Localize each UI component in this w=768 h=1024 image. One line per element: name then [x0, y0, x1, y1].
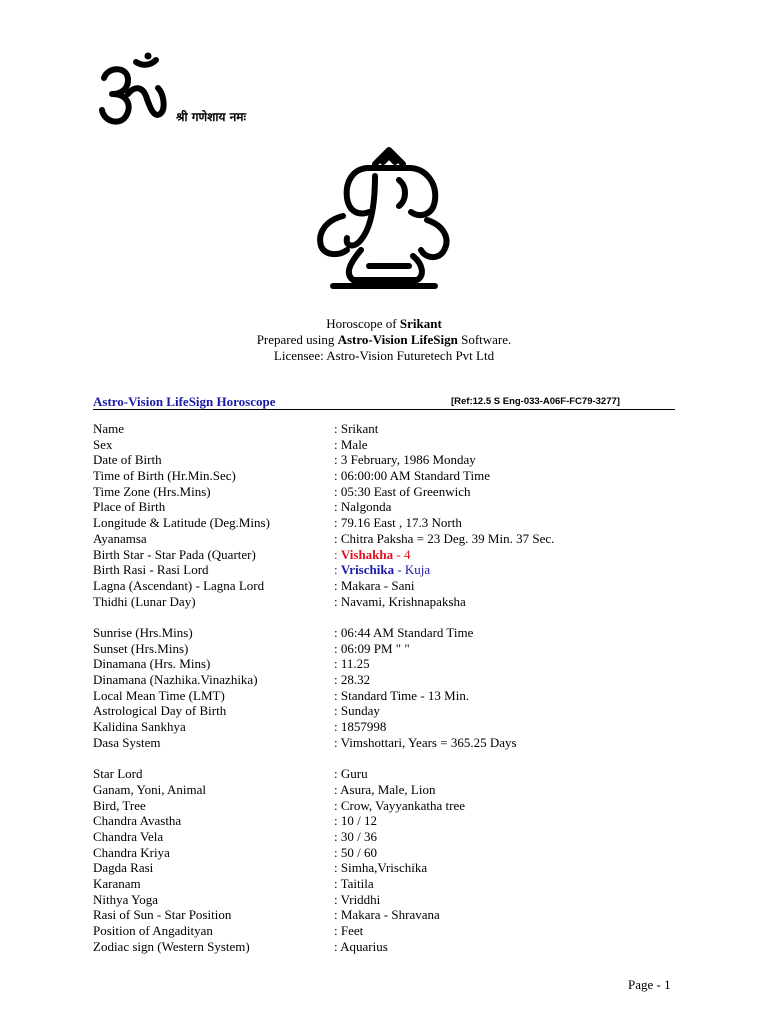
detail-label: Dasa System	[93, 734, 161, 750]
detail-row	[93, 892, 675, 908]
licensee-line: Licensee: Astro-Vision Futuretech Pvt Ltd	[273, 348, 495, 363]
value-suffix: - Kuja	[394, 562, 431, 578]
horoscope-details	[93, 421, 675, 954]
detail-value: : 50 / 60	[334, 844, 377, 860]
detail-label: Longitude & Latitude (Deg.Mins)	[93, 515, 270, 531]
detail-row	[93, 845, 675, 861]
detail-value: : 79.16 East , 17.3 North	[334, 515, 462, 531]
detail-value	[334, 547, 411, 563]
detail-label: Time of Birth (Hr.Min.Sec)	[93, 468, 236, 484]
detail-label: Dinamana (Nazhika.Vinazhika)	[93, 672, 258, 687]
credits-block	[0, 316, 768, 364]
detail-value: : 10 / 12	[334, 813, 377, 829]
ganesha-icon	[313, 146, 455, 297]
detail-row	[93, 735, 675, 751]
value-highlight: Vrischika	[340, 562, 395, 578]
horoscope-of-line: Horoscope of Srikant	[326, 316, 442, 331]
detail-value: : 06:44 AM Standard Time	[334, 624, 474, 640]
detail-row	[93, 939, 675, 955]
detail-row	[93, 452, 675, 468]
detail-row	[93, 782, 675, 798]
detail-value: : Crow, Vayyankatha tree	[334, 797, 466, 813]
detail-row	[93, 562, 675, 578]
detail-label: Karanam	[93, 875, 141, 891]
detail-value: : Guru	[334, 766, 368, 782]
header-divider	[93, 409, 675, 410]
invocation-text: श्री गणेशाय नमः	[176, 110, 246, 124]
detail-row	[93, 437, 675, 453]
detail-row	[93, 531, 675, 547]
detail-label: Name	[93, 421, 125, 436]
detail-value: : Vimshottari, Years = 365.25 Days	[334, 734, 517, 750]
detail-row	[93, 907, 675, 923]
product-name: Astro-Vision LifeSign	[337, 332, 458, 347]
detail-value: : Aquarius	[334, 938, 388, 954]
detail-label: Birth Star - Star Pada (Quarter)	[93, 546, 256, 562]
detail-row	[93, 860, 675, 876]
detail-value: : Sunday	[334, 703, 380, 719]
detail-value: : 11.25	[334, 656, 370, 672]
detail-label: Place of Birth	[93, 499, 166, 515]
detail-label: Chandra Kriya	[93, 844, 170, 860]
detail-row	[93, 766, 675, 782]
detail-label: Date of Birth	[93, 452, 162, 468]
detail-row	[93, 499, 675, 515]
detail-row	[93, 625, 675, 641]
section-gap	[93, 750, 675, 766]
value-prefix: :	[334, 546, 341, 562]
person-name: Srikant	[399, 316, 442, 331]
detail-label: Sunrise (Hrs.Mins)	[93, 624, 193, 640]
detail-value: : Navami, Krishnapaksha	[334, 593, 466, 609]
detail-value	[334, 562, 430, 578]
section-gap	[93, 609, 675, 625]
value-highlight: Vishakha	[340, 546, 394, 562]
detail-value: : Srikant	[334, 421, 379, 436]
detail-row	[93, 515, 675, 531]
detail-label: Zodiac sign (Western System)	[93, 938, 250, 954]
detail-value: : Vriddhi	[334, 891, 381, 907]
detail-row	[93, 688, 675, 704]
detail-row	[93, 641, 675, 657]
detail-label: Ganam, Yoni, Animal	[93, 781, 207, 797]
detail-label: Sunset (Hrs.Mins)	[93, 640, 189, 656]
detail-value: : Male	[334, 436, 368, 452]
detail-value: : Taitila	[334, 875, 374, 891]
detail-value: : 1857998	[334, 719, 387, 735]
report-title: Astro-Vision LifeSign Horoscope	[93, 394, 276, 409]
detail-label: Nithya Yoga	[93, 891, 159, 907]
report-reference: [Ref:12.5 S Eng-033-A06F-FC79-3277]	[451, 396, 620, 407]
detail-label: Chandra Avastha	[93, 813, 182, 829]
detail-row	[93, 468, 675, 484]
value-prefix: :	[334, 562, 341, 578]
detail-value: : 06:09 PM " "	[334, 640, 410, 656]
detail-label: Position of Angadityan	[93, 923, 213, 938]
birth-details-group	[93, 421, 675, 609]
detail-row	[93, 594, 675, 610]
detail-row	[93, 421, 675, 437]
om-symbol-icon	[98, 52, 170, 133]
detail-value: : 05:30 East of Greenwich	[334, 483, 471, 499]
detail-value: : Makara - Shravana	[334, 907, 440, 923]
value-suffix: - 4	[393, 546, 411, 562]
detail-row	[93, 484, 675, 500]
detail-label: Time Zone (Hrs.Mins)	[93, 483, 211, 499]
detail-value: : Simha,Vrischika	[334, 860, 428, 876]
detail-label: Rasi of Sun - Star Position	[93, 907, 232, 923]
detail-label: Kalidina Sankhya	[93, 719, 186, 735]
detail-label: Dagda Rasi	[93, 860, 154, 876]
detail-value: : 28.32	[334, 672, 371, 687]
detail-value: : Makara - Sani	[334, 577, 415, 593]
detail-row	[93, 798, 675, 814]
time-details-group	[93, 625, 675, 751]
detail-row	[93, 813, 675, 829]
detail-value: : Standard Time - 13 Min.	[334, 687, 470, 703]
detail-value: : Asura, Male, Lion	[334, 781, 436, 797]
detail-label: Chandra Vela	[93, 828, 164, 844]
detail-label: Astrological Day of Birth	[93, 703, 227, 719]
detail-label: Ayanamsa	[93, 530, 147, 546]
detail-row	[93, 578, 675, 594]
detail-label: Bird, Tree	[93, 797, 146, 813]
detail-value: : 3 February, 1986 Monday	[334, 452, 476, 468]
detail-value: : 30 / 36	[334, 828, 377, 844]
detail-label: Star Lord	[93, 766, 143, 782]
detail-value: : 06:00:00 AM Standard Time	[334, 468, 491, 484]
astro-details-group	[93, 766, 675, 954]
detail-row	[93, 719, 675, 735]
detail-value: : Feet	[334, 923, 364, 938]
detail-value: : Chitra Paksha = 23 Deg. 39 Min. 37 Sec.	[334, 530, 555, 546]
detail-label: Lagna (Ascendant) - Lagna Lord	[93, 577, 265, 593]
page-number: Page - 1	[628, 977, 671, 992]
detail-row	[93, 829, 675, 845]
detail-label: Birth Rasi - Rasi Lord	[93, 562, 209, 578]
detail-row	[93, 547, 675, 563]
detail-row	[93, 656, 675, 672]
detail-label: Sex	[93, 436, 113, 452]
detail-row	[93, 703, 675, 719]
prepared-using-line: Prepared using Astro-Vision LifeSign Software.	[256, 332, 512, 347]
detail-label: Local Mean Time (LMT)	[93, 687, 225, 703]
detail-label: Dinamana (Hrs. Mins)	[93, 656, 211, 672]
detail-value: : Nalgonda	[334, 499, 392, 515]
detail-row	[93, 923, 675, 939]
detail-row	[93, 876, 675, 892]
detail-label: Thidhi (Lunar Day)	[93, 593, 196, 609]
detail-row	[93, 672, 675, 688]
